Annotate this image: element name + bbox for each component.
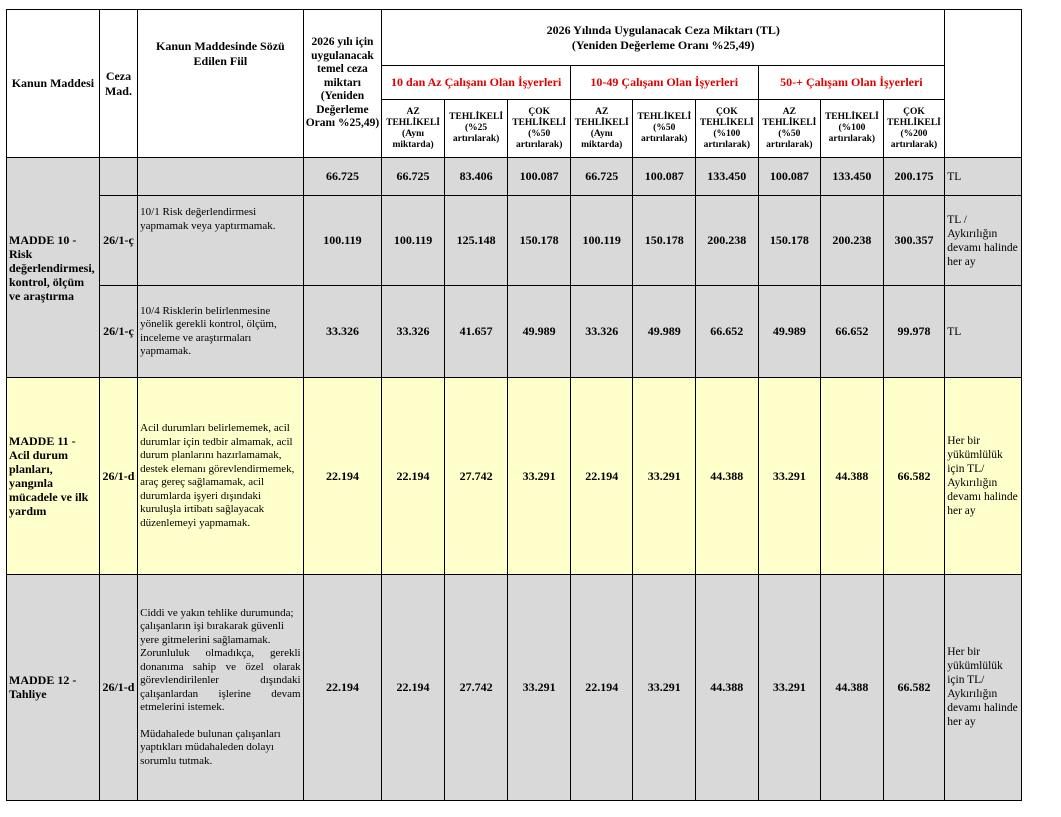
value-cell: 66.652 [696, 286, 759, 378]
value-cell: 150.178 [633, 196, 696, 286]
value-cell: 100.087 [508, 158, 571, 196]
header-sub-6 [696, 100, 759, 158]
header-sub-3-note: (%50 artırılarak) [515, 128, 563, 150]
value-cell: 49.989 [508, 286, 571, 378]
desc-cell [138, 574, 303, 800]
header-note-blank [945, 10, 1022, 158]
madde-11-label: MADDE 11 - Acil durum planları, yangınla mücadele ve ilk yardım [7, 378, 100, 574]
value-cell: 49.989 [758, 286, 821, 378]
table-row [7, 286, 1022, 378]
header-fiil-1: Kanun Maddesinde Sözü [156, 39, 285, 54]
value-cell: 100.087 [758, 158, 821, 196]
note-cell: TL / Aykırılığın devamı halinde her ay [945, 196, 1022, 286]
ceza-table [6, 9, 1022, 801]
header-sub-2-title: TEHLİKELİ [449, 112, 504, 123]
value-cell: 33.326 [570, 286, 633, 378]
value-cell: 22.194 [303, 378, 382, 574]
table-row [7, 158, 1022, 196]
header-sub-8 [821, 100, 884, 158]
madde-10-label: MADDE 10 - Risk değerlendirmesi, kontrol, ölçüm ve araştırma [7, 158, 100, 378]
header-kanun-maddesi: Kanun Maddesi [7, 10, 100, 158]
value-cell: 33.291 [758, 574, 821, 800]
value-cell: 33.326 [382, 286, 445, 378]
value-cell: 83.406 [444, 158, 508, 196]
value-cell: 44.388 [821, 378, 884, 574]
ceza-mad-cell: 26/1-ç [99, 286, 137, 378]
value-cell: 200.175 [883, 158, 945, 196]
header-sub-1-note: (Aynı miktarda) [392, 128, 434, 150]
value-cell: 44.388 [696, 378, 759, 574]
value-cell: 133.450 [821, 158, 884, 196]
header-uygulanacak-2: (Yeniden Değerleme Oranı %25,49) [571, 37, 755, 52]
desc-cell: 10/1 Risk değerlendirmesi yapmamak veya yaptırmamak. [138, 196, 303, 286]
header-fiil [138, 10, 303, 158]
header-group-2: 10-49 Çalışanı Olan İşyerleri [570, 66, 758, 100]
madde-10-row0-desc [138, 158, 303, 196]
note-cell: Her bir yükümlülük için TL/ Aykırılığın devamı halinde her ay [945, 378, 1022, 574]
note-cell: TL [945, 286, 1022, 378]
value-cell: 66.582 [883, 574, 945, 800]
value-cell: 44.388 [821, 574, 884, 800]
header-sub-7-note: (%50 artırılarak) [766, 128, 813, 150]
ceza-mad-cell: 26/1-ç [99, 196, 137, 286]
ceza-mad-cell: 26/1-d [99, 574, 137, 800]
desc-cell: 10/4 Risklerin belirlenmesine yönelik gerekli kontrol, ölçüm, inceleme ve araştırmaları yapmamak. [138, 286, 303, 378]
header-sub-3 [508, 100, 571, 158]
header-sub-7-title: AZ TEHLİKELİ [762, 106, 817, 128]
header-ceza-mad-1: Ceza [105, 68, 132, 83]
value-cell: 100.119 [303, 196, 382, 286]
note-cell: TL [945, 158, 1022, 196]
value-cell: 22.194 [570, 378, 633, 574]
value-cell: 33.291 [508, 574, 571, 800]
header-sub-9 [883, 100, 945, 158]
header-sub-8-title: TEHLİKELİ [824, 112, 879, 123]
value-cell: 27.742 [444, 574, 508, 800]
header-sub-6-note: (%100 artırılarak) [703, 128, 751, 150]
madde-12-desc-2: Zorunluluk olmadıkça, gerekli donanıma sahip ve özel olarak görevlendirilenler dışındaki çalışanlardan işlerine devam etmelerini istemek. [140, 647, 301, 714]
header-group-1: 10 dan Az Çalışanı Olan İşyerleri [382, 66, 571, 100]
value-cell: 100.119 [570, 196, 633, 286]
header-sub-5 [633, 100, 696, 158]
header-sub-5-title: TEHLİKELİ [637, 112, 692, 123]
value-cell: 22.194 [303, 574, 382, 800]
ceza-mad-cell: 26/1-d [99, 378, 137, 574]
value-cell: 33.326 [303, 286, 382, 378]
value-cell: 44.388 [696, 574, 759, 800]
value-cell: 49.989 [633, 286, 696, 378]
value-cell: 27.742 [444, 378, 508, 574]
header-sub-9-note: (%200 artırılarak) [890, 128, 938, 150]
madde-12-desc-3: Müdahalede bulunan çalışanları yaptıkları müdahaleden dolayı sorumlu tutmak. [140, 727, 281, 767]
header-sub-4-title: AZ TEHLİKELİ [574, 106, 629, 128]
value-cell: 200.238 [821, 196, 884, 286]
value-cell: 66.652 [821, 286, 884, 378]
value-cell: 66.725 [303, 158, 382, 196]
value-cell: 33.291 [758, 378, 821, 574]
value-cell: 133.450 [696, 158, 759, 196]
header-sub-2 [444, 100, 508, 158]
value-cell: 100.119 [382, 196, 445, 286]
value-cell: 150.178 [508, 196, 571, 286]
madde-12-desc-1: Ciddi ve yakın tehlike durumunda; çalışanların işi bırakarak güvenli yere gitmelerini sağlamamak. [140, 606, 294, 646]
table-row [7, 574, 1022, 800]
value-cell: 125.148 [444, 196, 508, 286]
header-temel-ceza-text: 2026 yılı için uygulanacak temel ceza miktarı [311, 36, 374, 89]
madde-10-row0-ceza [99, 158, 137, 196]
header-sub-1 [382, 100, 445, 158]
header-sub-8-note: (%100 artırılarak) [828, 123, 876, 145]
value-cell: 99.978 [883, 286, 945, 378]
header-sub-3-title: ÇOK TEHLİKELİ [512, 106, 567, 128]
header-sub-4-note: (Aynı miktarda) [581, 128, 623, 150]
header-ceza-mad-2: Mad. [104, 83, 132, 98]
header-sub-9-title: ÇOK TEHLİKELİ [887, 106, 941, 128]
header-uygulanacak-1: 2026 Yılında Uygulanacak Ceza Miktarı (TL) [546, 22, 780, 37]
table-row [7, 378, 1022, 574]
value-cell: 33.291 [633, 378, 696, 574]
header-group-3: 50-+ Çalışanı Olan İşyerleri [758, 66, 945, 100]
header-temel-ceza-oran: (Yeniden Değerleme Oranı %25,49) [305, 90, 380, 130]
table-row [7, 196, 1022, 286]
value-cell: 300.357 [883, 196, 945, 286]
value-cell: 22.194 [382, 378, 445, 574]
value-cell: 200.238 [696, 196, 759, 286]
value-cell: 33.291 [633, 574, 696, 800]
header-uygulanacak [382, 10, 945, 66]
header-sub-6-title: ÇOK TEHLİKELİ [699, 106, 754, 128]
header-sub-2-note: (%25 artırılarak) [452, 123, 500, 145]
value-cell: 33.291 [508, 378, 571, 574]
desc-cell: Acil durumları belirlememek, acil durumlar için tedbir almamak, acil durum planlarını hazırlamamak, destek elemanı görevlendirmemek, araç gereç sağlamamak, acil durumlarda işyeri dışındaki kuruluşla irtibatı sağlayacak düzenlemeyi yapmamak. [138, 378, 303, 574]
header-sub-5-note: (%50 artırılarak) [641, 123, 688, 145]
value-cell: 41.657 [444, 286, 508, 378]
header-sub-4 [570, 100, 633, 158]
value-cell: 22.194 [570, 574, 633, 800]
value-cell: 100.087 [633, 158, 696, 196]
value-cell: 22.194 [382, 574, 445, 800]
madde-12-label: MADDE 12 - Tahliye [7, 574, 100, 800]
value-cell: 66.725 [382, 158, 445, 196]
value-cell: 150.178 [758, 196, 821, 286]
header-fiil-2: Edilen Fiil [193, 54, 248, 69]
header-sub-1-title: AZ TEHLİKELİ [386, 106, 440, 128]
value-cell: 66.725 [570, 158, 633, 196]
header-sub-7 [758, 100, 821, 158]
header-temel-ceza [303, 10, 382, 158]
note-cell: Her bir yükümlülük için TL/ Aykırılığın devamı halinde her ay [945, 574, 1022, 800]
header-ceza-mad [99, 10, 137, 158]
value-cell: 66.582 [883, 378, 945, 574]
